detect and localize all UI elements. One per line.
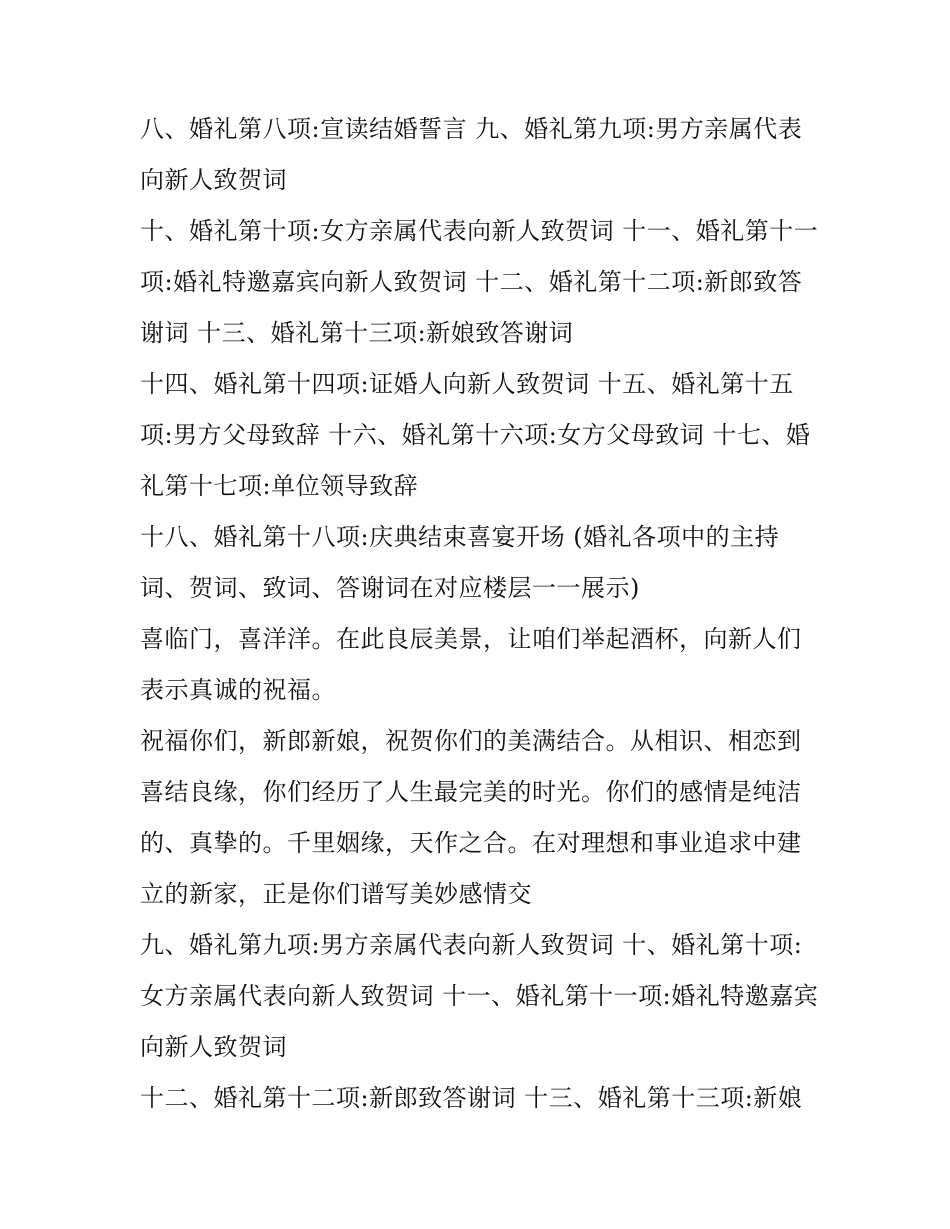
paragraph-6: 祝福你们，新郎新娘，祝贺你们的美满结合。从相识、相恋到喜结良缘，你们经历了人生最完美的时光。你们的感情是纯洁的、真挚的。千里姻缘，天作之合。在对理想和事业追求中建立的新家，正是你们谱写美妙感情交 — [140, 727, 802, 908]
paragraph-2: 十、婚礼第十项:女方亲属代表向新人致贺词 十一、婚礼第十一项:婚礼特邀嘉宾向新人致贺词 十二、婚礼第十二项:新郎致答谢词 十三、婚礼第十三项:新娘致答谢词 — [140, 217, 819, 347]
paragraph-1: 八、婚礼第八项:宣读结婚誓言 九、婚礼第九项:男方亲属代表向新人致贺词 — [140, 115, 803, 194]
paragraph-3: 十四、婚礼第十四项:证婚人向新人致贺词 十五、婚礼第十五项:男方父母致辞 十六、婚礼第十六项:女方父母致词 十七、婚礼第十七项:单位领导致辞 — [140, 370, 811, 500]
paragraph-8: 十二、婚礼第十二项:新郎致答谢词 十三、婚礼第十三项:新娘 — [140, 1084, 803, 1112]
document-body — [140, 104, 820, 1124]
paragraph-5: 喜临门，喜洋洋。在此良辰美景，让咱们举起酒杯，向新人们表示真诚的祝福。 — [140, 625, 802, 704]
paragraph-4: 十八、婚礼第十八项:庆典结束喜宴开场 (婚礼各项中的主持词、贺词、致词、答谢词在对应楼层一一展示) — [140, 523, 780, 602]
paragraph-7: 九、婚礼第九项:男方亲属代表向新人致贺词 十、婚礼第十项:女方亲属代表向新人致贺词 十一、婚礼第十一项:婚礼特邀嘉宾向新人致贺词 — [140, 931, 819, 1061]
